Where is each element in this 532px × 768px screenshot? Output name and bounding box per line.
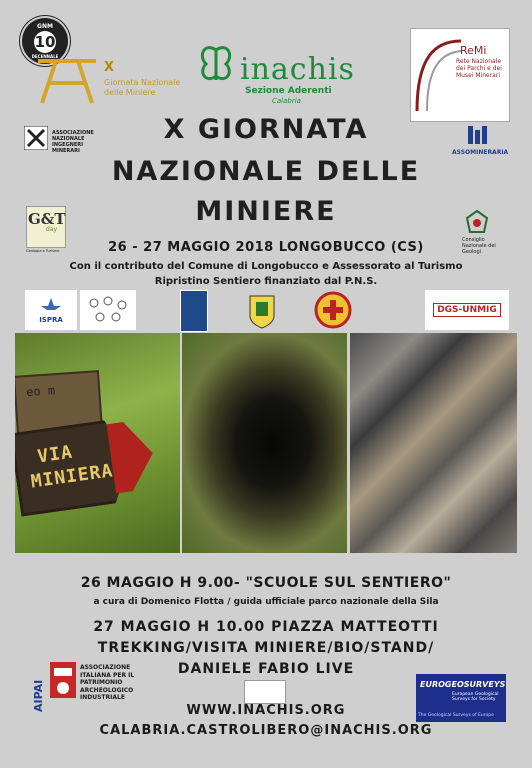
event-day2-line2: TREKKING/VISITA MINIERE/BIO/STAND/ xyxy=(97,640,435,656)
trail-sign-photo xyxy=(15,333,180,553)
funding-line: Ripristino Sentiero finanziato dal P.N.S. xyxy=(154,276,378,287)
butterfly-icon xyxy=(196,40,236,86)
aipai-vertical-label: AIPAI xyxy=(32,679,45,712)
ege-title: EUROGEOSURVEYS xyxy=(420,680,506,689)
contribution-line: Con il contributo del Comune di Longobucco e Assessorato al Turismo xyxy=(69,261,463,272)
gt-day: day xyxy=(46,226,58,233)
municipality-crest-icon xyxy=(248,290,276,330)
red-cross-seal-icon xyxy=(314,290,352,330)
gt-caption: Geologia e Turismo xyxy=(26,249,60,253)
inachis-region: Calabria xyxy=(272,97,301,105)
upper-sign-text: eo m xyxy=(25,383,56,400)
ispra-logo xyxy=(25,290,77,330)
anim-association-text: ASSOCIAZIONE NAZIONALE INGEGNERI MINERARI xyxy=(52,130,94,154)
park-badge-logo xyxy=(180,290,208,332)
badge-bottom-text: DECENNALE xyxy=(31,54,59,59)
mine-edition-number: X xyxy=(104,60,115,75)
emblem-icon xyxy=(466,210,488,234)
badge-top-text: GNM xyxy=(37,23,53,30)
ege-subtitle: European Geological Surveys for Society xyxy=(452,692,499,702)
mine-tower-icon xyxy=(36,55,98,105)
event-day1-guide: a cura di Domenico Flotta / guida ufficiale parco nazionale della Sila xyxy=(93,597,439,607)
mine-entrance-photo xyxy=(182,333,347,553)
aipai-association-text: ASSOCIAZIONE ITALIANA PER IL PATRIMONIO ARCHEOLOGICO INDUSTRIALE xyxy=(80,664,135,701)
inachis-section: Sezione Aderenti xyxy=(245,86,332,96)
event-day2-line1: 27 MAGGIO H 10.00 PIAZZA MATTEOTTI xyxy=(93,619,439,635)
star-emblem-icon xyxy=(41,298,61,312)
mine-logo-line2: delle Miniere xyxy=(104,88,156,97)
website-link[interactable]: WWW.INACHIS.ORG xyxy=(186,703,346,718)
title-line2: NAZIONALE DELLE xyxy=(111,156,421,187)
river-water-photo xyxy=(350,333,517,553)
title-line1: X GIORNATA xyxy=(163,114,369,145)
remi-title: ReMi xyxy=(460,44,487,57)
email-link[interactable]: CALABRIA.CASTROLIBERO@INACHIS.ORG xyxy=(99,723,433,738)
sign-line2: MINIERA xyxy=(29,460,115,493)
ispra-label: ISPRA xyxy=(39,315,63,324)
mine-logo-text xyxy=(104,78,194,98)
dgs-label: DGS-UNMIG xyxy=(433,303,501,317)
event-day1-title: 26 MAGGIO H 9.00- "SCUOLE SUL SENTIERO" xyxy=(80,575,452,591)
assomineraria-label: ASSOMINERARIA xyxy=(452,149,509,156)
cng-label: Consiglio Nazionale dei Geologi xyxy=(462,237,496,255)
geoparks-logo xyxy=(80,290,136,330)
gt-title: G&T xyxy=(28,210,66,228)
sign-line1: VIA xyxy=(36,441,75,468)
event-date-location: 26 - 27 MAGGIO 2018 LONGOBUCCO (CS) xyxy=(108,240,424,255)
event-day2-line3: DANIELE FABIO LIVE xyxy=(177,661,355,677)
inachis-wordmark: inachis xyxy=(240,52,355,87)
badge-number: 10 xyxy=(34,31,56,53)
remi-subtitle: Rete Nazionale dei Parchi e dei Musei Minerari xyxy=(456,58,502,79)
ege-footer: The Geological Surveys of Europe xyxy=(418,713,494,718)
dgs-unmig-logo xyxy=(425,290,509,330)
small-partner-logo xyxy=(244,680,286,704)
molecule-icon xyxy=(86,295,130,325)
mine-logo-line1: Giornata Nazionale xyxy=(104,78,181,87)
title-line3: MINIERE xyxy=(195,196,337,227)
